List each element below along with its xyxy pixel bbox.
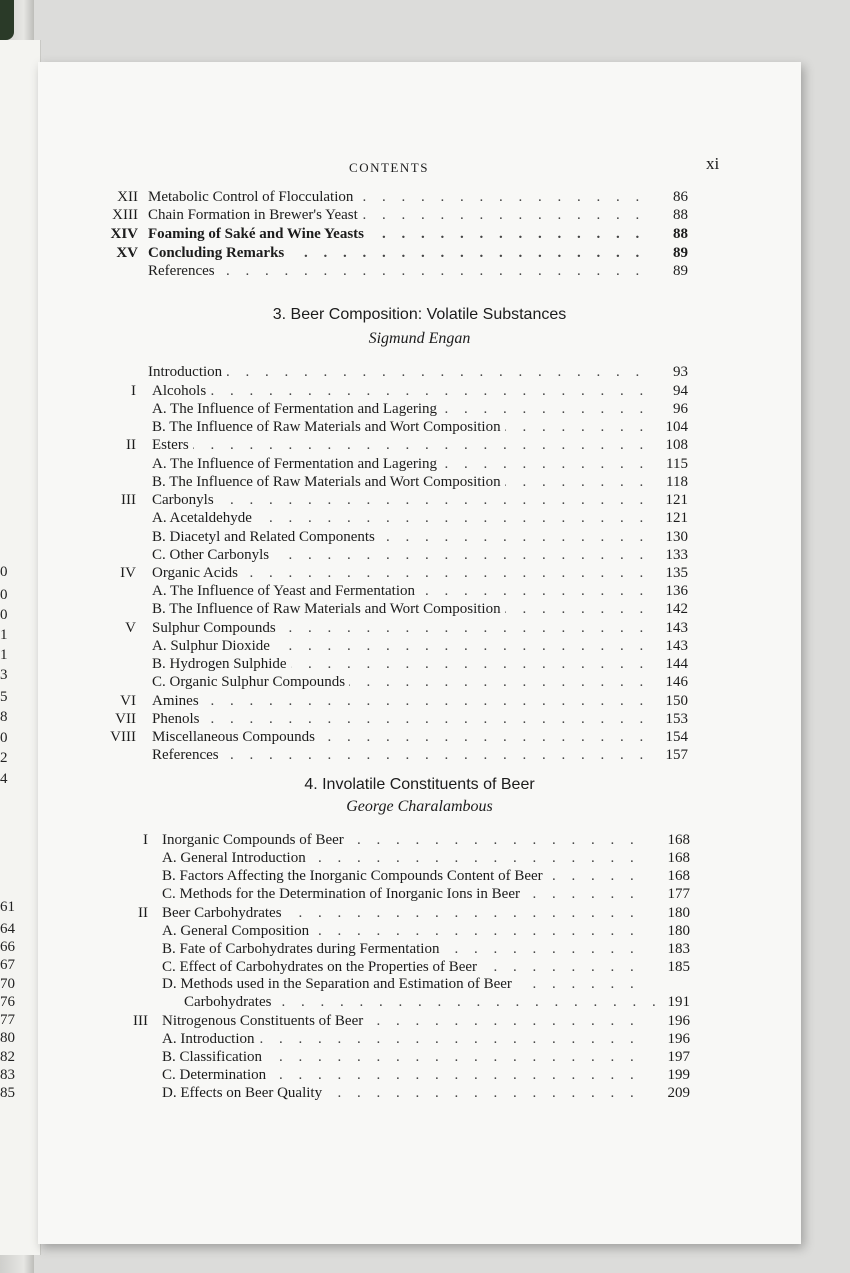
toc-entry-title: D. Methods used in the Separation and Estimation of Beer . . . — [162, 975, 648, 993]
toc-section-number: IV — [120, 565, 136, 581]
toc-section-number: V — [125, 620, 136, 636]
toc-page-number: 104 — [665, 419, 688, 435]
toc-entry-title: A. General Introduction . . . — [162, 849, 648, 867]
toc-row — [38, 262, 801, 280]
toc-row — [38, 473, 801, 491]
book-cover-corner — [0, 0, 14, 40]
adjacent-page-number: 83 — [0, 1067, 15, 1083]
toc-page-number: 153 — [665, 711, 688, 727]
toc-row — [38, 509, 801, 527]
toc-page-number: 133 — [665, 547, 688, 563]
adjacent-page-number: 85 — [0, 1085, 15, 1101]
toc-entry-title: Miscellaneous Compounds . . . — [152, 728, 652, 746]
toc-entry-title: B. Diacetyl and Related Components . . . — [152, 528, 652, 546]
toc-section-number: XIII — [112, 207, 138, 223]
adjacent-page-number: 67 — [0, 957, 15, 973]
toc-entry-title: B. Fate of Carbohydrates during Fermentation . . . — [162, 940, 648, 958]
toc-row — [38, 600, 801, 618]
toc-section-number: II — [126, 437, 136, 453]
toc-page-number: 157 — [665, 747, 688, 763]
toc-section-number: III — [133, 1013, 148, 1029]
adjacent-page-number: 66 — [0, 939, 15, 955]
chapter-4-title: 4. Involatile Constituents of Beer — [304, 776, 535, 793]
toc-page-number: 96 — [673, 401, 688, 417]
toc-page-number: 180 — [667, 905, 690, 921]
adjacent-page-number: 70 — [0, 976, 15, 992]
toc-page-number: 88 — [673, 207, 688, 223]
toc-row — [38, 1048, 801, 1066]
toc-row — [38, 363, 801, 381]
toc-entry-title: C. Methods for the Determination of Inorganic Ions in Beer . . . — [162, 885, 648, 903]
adjacent-page-number: 3 — [0, 667, 8, 683]
toc-section-number: VI — [120, 693, 136, 709]
toc-entry-title: References . . . — [148, 262, 648, 280]
toc-page-number: 94 — [673, 383, 688, 399]
toc-entry-title: Beer Carbohydrates . . . — [162, 904, 648, 922]
chapter-4-author: George Charalambous — [346, 798, 493, 815]
toc-page-number: 89 — [673, 245, 688, 261]
toc-row — [38, 546, 801, 564]
toc-section-number: II — [138, 905, 148, 921]
toc-page-number: 89 — [673, 263, 688, 279]
toc-entry-title: Amines . . . — [152, 692, 652, 710]
toc-page-number: 196 — [667, 1013, 690, 1029]
toc-page-number: 121 — [665, 492, 688, 508]
adjacent-page — [0, 40, 41, 1255]
toc-page-number: 118 — [666, 474, 688, 490]
toc-row — [38, 619, 801, 637]
toc-row — [38, 993, 801, 1011]
toc-page-number: 180 — [667, 923, 690, 939]
toc-entry-title: B. The Influence of Raw Materials and Wort Composition . . . — [152, 600, 652, 618]
toc-entry-title: B. Hydrogen Sulphide . . . — [152, 655, 652, 673]
adjacent-page-number: 77 — [0, 1012, 15, 1028]
toc-section-number: I — [143, 832, 148, 848]
toc-page-number: 146 — [665, 674, 688, 690]
toc-entry-title: Carbonyls . . . — [152, 491, 652, 509]
toc-row — [38, 746, 801, 764]
toc-page-number: 93 — [673, 364, 688, 380]
toc-row — [38, 922, 801, 940]
toc-row — [38, 975, 801, 993]
toc-entry-title: A. The Influence of Fermentation and Lagering . . . — [152, 400, 652, 418]
toc-row — [38, 491, 801, 509]
page-number: xi — [706, 154, 720, 173]
toc-entry-title: B. Classification . . . — [162, 1048, 648, 1066]
toc-row — [38, 400, 801, 418]
adjacent-page-number: 0 — [0, 564, 8, 580]
toc-page-number: 168 — [667, 868, 690, 884]
adjacent-page-number: 61 — [0, 899, 15, 915]
toc-row — [38, 455, 801, 473]
toc-page-number: 143 — [665, 620, 688, 636]
contents-page — [38, 62, 801, 1244]
toc-row — [38, 637, 801, 655]
toc-page-number: 88 — [673, 226, 688, 242]
toc-entry-title: Foaming of Saké and Wine Yeasts . . . — [148, 225, 648, 243]
toc-section-number: III — [121, 492, 136, 508]
toc-page-number: 183 — [667, 941, 690, 957]
adjacent-page-number: 80 — [0, 1030, 15, 1046]
toc-row — [38, 528, 801, 546]
toc-row — [38, 188, 801, 206]
toc-row — [38, 885, 801, 903]
toc-page-number: 130 — [665, 529, 688, 545]
toc-entry-title: C. Effect of Carbohydrates on the Properties of Beer . . . — [162, 958, 648, 976]
page-title: CONTENTS — [349, 160, 429, 175]
toc-row — [38, 418, 801, 436]
toc-row — [38, 206, 801, 224]
chapter-3-author: Sigmund Engan — [368, 330, 471, 347]
toc-page-number: 136 — [665, 583, 688, 599]
toc-entry-title: Chain Formation in Brewer's Yeast . . . — [148, 206, 648, 224]
toc-row — [38, 382, 801, 400]
toc-page-number: 168 — [667, 850, 690, 866]
adjacent-page-number: 82 — [0, 1049, 15, 1065]
toc-entry-title: A. Sulphur Dioxide . . . — [152, 637, 652, 655]
adjacent-page-number: 76 — [0, 994, 15, 1010]
toc-row — [38, 728, 801, 746]
toc-row — [38, 1084, 801, 1102]
toc-page-number: 115 — [666, 456, 688, 472]
toc-section-number: VII — [115, 711, 136, 727]
toc-page-number: 191 — [667, 994, 690, 1010]
toc-row — [38, 940, 801, 958]
toc-section-number: XV — [116, 245, 138, 261]
adjacent-page-number: 1 — [0, 627, 8, 643]
toc-section-number: VIII — [110, 729, 136, 745]
toc-entry-title: D. Effects on Beer Quality . . . — [162, 1084, 648, 1102]
toc-entry-title: A. General Composition . . . — [162, 922, 648, 940]
toc-page-number: 197 — [667, 1049, 690, 1065]
toc-page-number: 121 — [665, 510, 688, 526]
adjacent-page-number: 0 — [0, 607, 8, 623]
toc-row — [38, 1012, 801, 1030]
adjacent-page-number: 0 — [0, 587, 8, 603]
toc-entry-title: Inorganic Compounds of Beer . . . — [162, 831, 648, 849]
toc-page-number: 154 — [665, 729, 688, 745]
toc-entry-title: Alcohols . . . — [152, 382, 652, 400]
toc-page-number: 150 — [665, 693, 688, 709]
toc-row — [38, 692, 801, 710]
toc-section-number: XIV — [110, 226, 138, 242]
toc-entry-title: C. Determination . . . — [162, 1066, 648, 1084]
toc-row — [38, 958, 801, 976]
toc-page-number: 177 — [667, 886, 690, 902]
toc-entry-title: B. The Influence of Raw Materials and Wort Composition . . . — [152, 418, 652, 436]
toc-entry-title: Concluding Remarks . . . — [148, 244, 648, 262]
toc-page-number: 86 — [673, 189, 688, 205]
toc-row — [38, 564, 801, 582]
toc-row — [38, 673, 801, 691]
toc-row — [38, 436, 801, 454]
chapter-3-title: 3. Beer Composition: Volatile Substances — [272, 306, 567, 323]
toc-entry-title: Introduction . . . — [148, 363, 648, 381]
toc-entry-title: A. Acetaldehyde . . . — [152, 509, 652, 527]
toc-row — [38, 1030, 801, 1048]
toc-row — [38, 710, 801, 728]
toc-row — [38, 244, 801, 262]
toc-row — [38, 655, 801, 673]
toc-section-number: XII — [117, 189, 138, 205]
toc-row — [38, 225, 801, 243]
toc-entry-title: Metabolic Control of Flocculation . . . — [148, 188, 648, 206]
adjacent-page-number: 64 — [0, 921, 15, 937]
toc-entry-title: Organic Acids . . . — [152, 564, 652, 582]
adjacent-page-number: 0 — [0, 730, 8, 746]
toc-row — [38, 831, 801, 849]
toc-row — [38, 867, 801, 885]
toc-entry-title: Phenols . . . — [152, 710, 652, 728]
toc-page-number: 108 — [665, 437, 688, 453]
toc-row — [38, 1066, 801, 1084]
toc-row — [38, 904, 801, 922]
adjacent-page-number: 8 — [0, 709, 8, 725]
toc-entry-title: Sulphur Compounds . . . — [152, 619, 652, 637]
toc-entry-title: A. The Influence of Yeast and Fermentation . . . — [152, 582, 652, 600]
adjacent-page-number: 5 — [0, 689, 8, 705]
toc-entry-title: Nitrogenous Constituents of Beer . . . — [162, 1012, 648, 1030]
toc-entry-title: A. Introduction . . . — [162, 1030, 648, 1048]
toc-entry-title: B. The Influence of Raw Materials and Wort Composition . . . — [152, 473, 652, 491]
toc-page-number: 168 — [667, 832, 690, 848]
toc-page-number: 144 — [665, 656, 688, 672]
toc-page-number: 185 — [667, 959, 690, 975]
adjacent-page-number: 2 — [0, 750, 8, 766]
adjacent-page-number: 1 — [0, 647, 8, 663]
toc-page-number: 135 — [665, 565, 688, 581]
toc-entry-title: B. Factors Affecting the Inorganic Compounds Content of Beer . . . — [162, 867, 648, 885]
toc-entry-title: C. Organic Sulphur Compounds . . . — [152, 673, 652, 691]
toc-entry-title: A. The Influence of Fermentation and Lagering . . . — [152, 455, 652, 473]
toc-row — [38, 849, 801, 867]
toc-page-number: 199 — [667, 1067, 690, 1083]
toc-section-number: I — [131, 383, 136, 399]
toc-row — [38, 582, 801, 600]
toc-page-number: 196 — [667, 1031, 690, 1047]
toc-page-number: 142 — [665, 601, 688, 617]
toc-entry-title: C. Other Carbonyls . . . — [152, 546, 652, 564]
toc-page-number: 143 — [665, 638, 688, 654]
toc-page-number: 209 — [667, 1085, 690, 1101]
toc-entry-title: References . . . — [152, 746, 652, 764]
adjacent-page-number: 4 — [0, 771, 8, 787]
toc-entry-title: Esters . . . — [152, 436, 652, 454]
toc-entry-title: Carbohydrates . . . — [184, 993, 670, 1011]
